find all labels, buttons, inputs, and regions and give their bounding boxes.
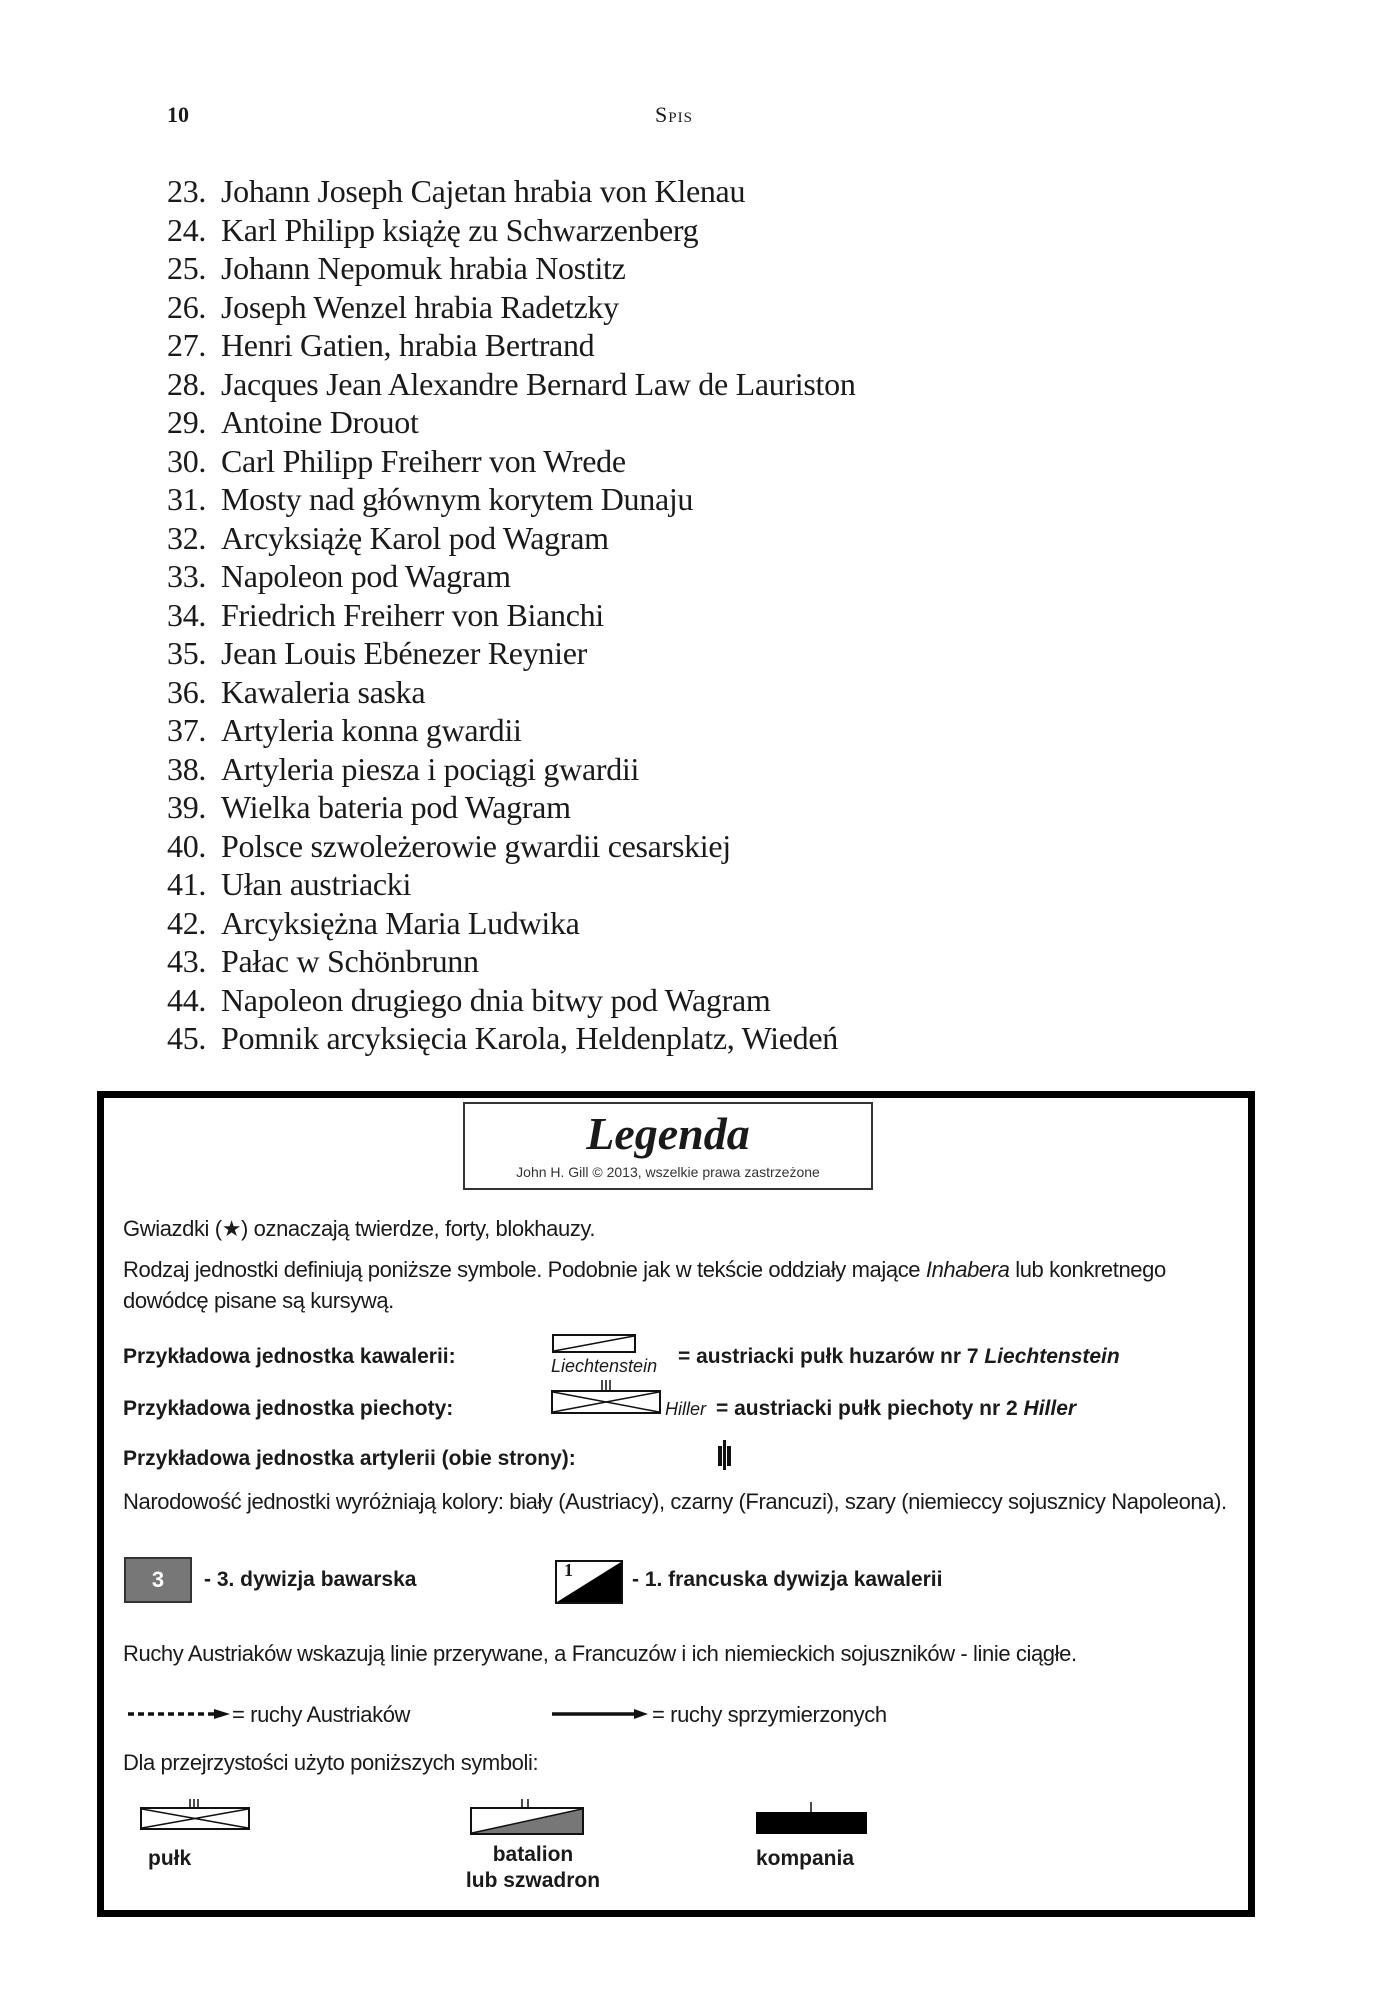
regiment-label: pułk bbox=[148, 1847, 192, 1870]
infantry-unit-name: Hiller bbox=[665, 1399, 707, 1419]
toc-item bbox=[167, 172, 856, 211]
regiment-symbol-icon bbox=[139, 1798, 253, 1832]
legend-title: Legenda bbox=[586, 1108, 750, 1159]
symbols-intro: Dla przejrzystości użyto poniższych symboli: bbox=[123, 1750, 539, 1775]
page-number: 10 bbox=[167, 102, 189, 127]
toc-item-number: 43. bbox=[167, 943, 207, 979]
battalion-label: batalion bbox=[492, 1843, 574, 1866]
table-of-contents bbox=[167, 172, 856, 1058]
cavalry-example-label: Przykładowa jednostka kawalerii: bbox=[123, 1345, 456, 1368]
company-label: kompania bbox=[756, 1847, 855, 1870]
toc-item-title: Karl Philipp książę zu Schwarzenberg bbox=[221, 211, 699, 248]
toc-item-title: Johann Joseph Cajetan hrabia von Klenau bbox=[221, 173, 746, 209]
battalion-symbol-icon bbox=[469, 1798, 587, 1836]
toc-item-number: 45. bbox=[167, 1020, 207, 1056]
legend-copyright: John H. Gill © 2013, wszelkie prawa zastrzeżone bbox=[516, 1164, 820, 1180]
toc-item bbox=[167, 519, 856, 558]
toc-item bbox=[167, 557, 856, 596]
toc-item-number: 27. bbox=[167, 327, 207, 363]
toc-item-title: Jean Louis Ebénezer Reynier bbox=[221, 635, 587, 671]
movements-explanation: Ruchy Austriaków wskazują linie przerywane, a Francuzów i ich niemieckich sojuszników - linie ciągłe. bbox=[123, 1641, 1077, 1666]
toc-item bbox=[167, 403, 856, 442]
toc-item bbox=[167, 711, 856, 750]
toc-item bbox=[167, 1019, 856, 1058]
toc-item bbox=[167, 942, 856, 981]
toc-item-title: Arcyksiążę Karol pod Wagram bbox=[221, 519, 609, 556]
artillery-example-label: Przykładowa jednostka artylerii (obie strony): bbox=[123, 1447, 576, 1470]
bavarian-division-desc: - 3. dywizja bawarska bbox=[204, 1568, 417, 1591]
toc-item-number: 38. bbox=[167, 750, 207, 787]
toc-item-number: 26. bbox=[167, 288, 207, 325]
toc-item-title: Wielka bateria pod Wagram bbox=[221, 789, 571, 825]
toc-item-number: 24. bbox=[167, 211, 207, 248]
toc-item-title: Artyleria piesza i pociągi gwardii bbox=[221, 750, 640, 787]
stars-explanation: Gwiazdki (★) oznaczają twierdze, forty, blokhauzy. bbox=[123, 1216, 596, 1241]
toc-item bbox=[167, 442, 856, 481]
dashed-arrow-icon bbox=[126, 1707, 232, 1721]
toc-item bbox=[167, 326, 856, 365]
toc-item bbox=[167, 827, 856, 866]
toc-item-number: 36. bbox=[167, 673, 207, 710]
toc-item-number: 33. bbox=[167, 558, 207, 594]
toc-item-title: Jacques Jean Alexandre Bernard Law de Lauriston bbox=[221, 365, 856, 402]
toc-item-number: 39. bbox=[167, 789, 207, 825]
toc-item bbox=[167, 981, 856, 1020]
toc-item bbox=[167, 673, 856, 712]
toc-item-number: 40. bbox=[167, 827, 207, 864]
infantry-unit-icon bbox=[550, 1379, 662, 1415]
cavalry-unit-icon bbox=[552, 1334, 636, 1354]
toc-item-title: Pałac w Schönbrunn bbox=[221, 943, 479, 979]
toc-item bbox=[167, 750, 856, 789]
toc-item-number: 35. bbox=[167, 635, 207, 671]
toc-item-title: Antoine Drouot bbox=[221, 404, 419, 440]
toc-item bbox=[167, 788, 856, 827]
toc-item-title: Henri Gatien, hrabia Bertrand bbox=[221, 327, 595, 363]
toc-item-number: 34. bbox=[167, 596, 207, 633]
company-symbol-icon bbox=[754, 1801, 870, 1835]
toc-item-title: Mosty nad głównym korytem Dunaju bbox=[221, 481, 694, 517]
nationality-explanation: Narodowość jednostki wyróżniają kolory: biały (Austriacy), czarny (Francuzi), szary (niemieccy sojusznicy Napoleona). bbox=[123, 1489, 1227, 1514]
toc-item-number: 29. bbox=[167, 404, 207, 440]
toc-item-title: Carl Philipp Freiherr von Wrede bbox=[221, 442, 626, 479]
toc-item bbox=[167, 596, 856, 635]
cavalry-example-desc: = austriacki pułk huzarów nr 7 Liechtenstein bbox=[678, 1345, 1120, 1368]
toc-item-title: Polsce szwoleżerowie gwardii cesarskiej bbox=[221, 827, 731, 864]
toc-item bbox=[167, 634, 856, 673]
toc-item bbox=[167, 865, 856, 904]
toc-item-title: Napoleon pod Wagram bbox=[221, 558, 511, 594]
toc-item-number: 30. bbox=[167, 442, 207, 479]
legend-title-box bbox=[463, 1102, 873, 1190]
toc-item-number: 41. bbox=[167, 866, 207, 902]
austrian-moves-label: = ruchy Austriaków bbox=[232, 1702, 411, 1727]
toc-item-title: Friedrich Freiherr von Bianchi bbox=[221, 596, 604, 633]
toc-item-title: Ułan austriacki bbox=[221, 866, 412, 902]
toc-item-title: Napoleon drugiego dnia bitwy pod Wagram bbox=[221, 981, 771, 1018]
toc-item-number: 31. bbox=[167, 481, 207, 517]
infantry-example-desc: = austriacki pułk piechoty nr 2 Hiller bbox=[716, 1397, 1077, 1420]
bavarian-division-icon: 3 bbox=[124, 1557, 192, 1603]
toc-item bbox=[167, 288, 856, 327]
toc-item-number: 32. bbox=[167, 519, 207, 556]
infantry-example-label: Przykładowa jednostka piechoty: bbox=[123, 1397, 454, 1420]
toc-item bbox=[167, 904, 856, 943]
toc-item bbox=[167, 249, 856, 288]
toc-item-number: 28. bbox=[167, 365, 207, 402]
battalion-label-2: lub szwadron bbox=[465, 1869, 601, 1892]
artillery-unit-icon bbox=[715, 1438, 735, 1472]
toc-item-title: Pomnik arcyksięcia Karola, Heldenplatz, Wiedeń bbox=[221, 1020, 838, 1056]
section-title: Spis bbox=[655, 102, 693, 127]
star-icon: ★ bbox=[221, 1216, 242, 1241]
toc-item-title: Joseph Wenzel hrabia Radetzky bbox=[221, 288, 619, 325]
french-division-desc: - 1. francuska dywizja kawalerii bbox=[632, 1568, 943, 1591]
unit-types-explanation: Rodzaj jednostki definiują poniższe symbole. Podobnie jak w tekście oddziały mające Inhabera lub konkretnego dowódcę pisane są kursywą. bbox=[123, 1257, 1166, 1313]
toc-item-number: 25. bbox=[167, 250, 207, 286]
toc-item bbox=[167, 480, 856, 519]
toc-item-title: Artyleria konna gwardii bbox=[221, 712, 522, 748]
toc-item-number: 44. bbox=[167, 981, 207, 1018]
toc-item-number: 37. bbox=[167, 712, 207, 748]
cavalry-unit-name: Liechtenstein bbox=[551, 1356, 658, 1376]
toc-item-number: 23. bbox=[167, 173, 207, 209]
legend-box bbox=[97, 1091, 1255, 1917]
toc-item-title: Johann Nepomuk hrabia Nostitz bbox=[221, 250, 626, 286]
toc-item bbox=[167, 365, 856, 404]
french-division-number: 1 bbox=[564, 1560, 573, 1580]
toc-item-number: 42. bbox=[167, 904, 207, 941]
allied-moves-label: = ruchy sprzymierzonych bbox=[652, 1702, 887, 1727]
toc-item-title: Arcyksiężna Maria Ludwika bbox=[221, 904, 580, 941]
solid-arrow-icon bbox=[550, 1707, 650, 1721]
toc-item-title: Kawaleria saska bbox=[221, 673, 426, 710]
toc-item bbox=[167, 211, 856, 250]
